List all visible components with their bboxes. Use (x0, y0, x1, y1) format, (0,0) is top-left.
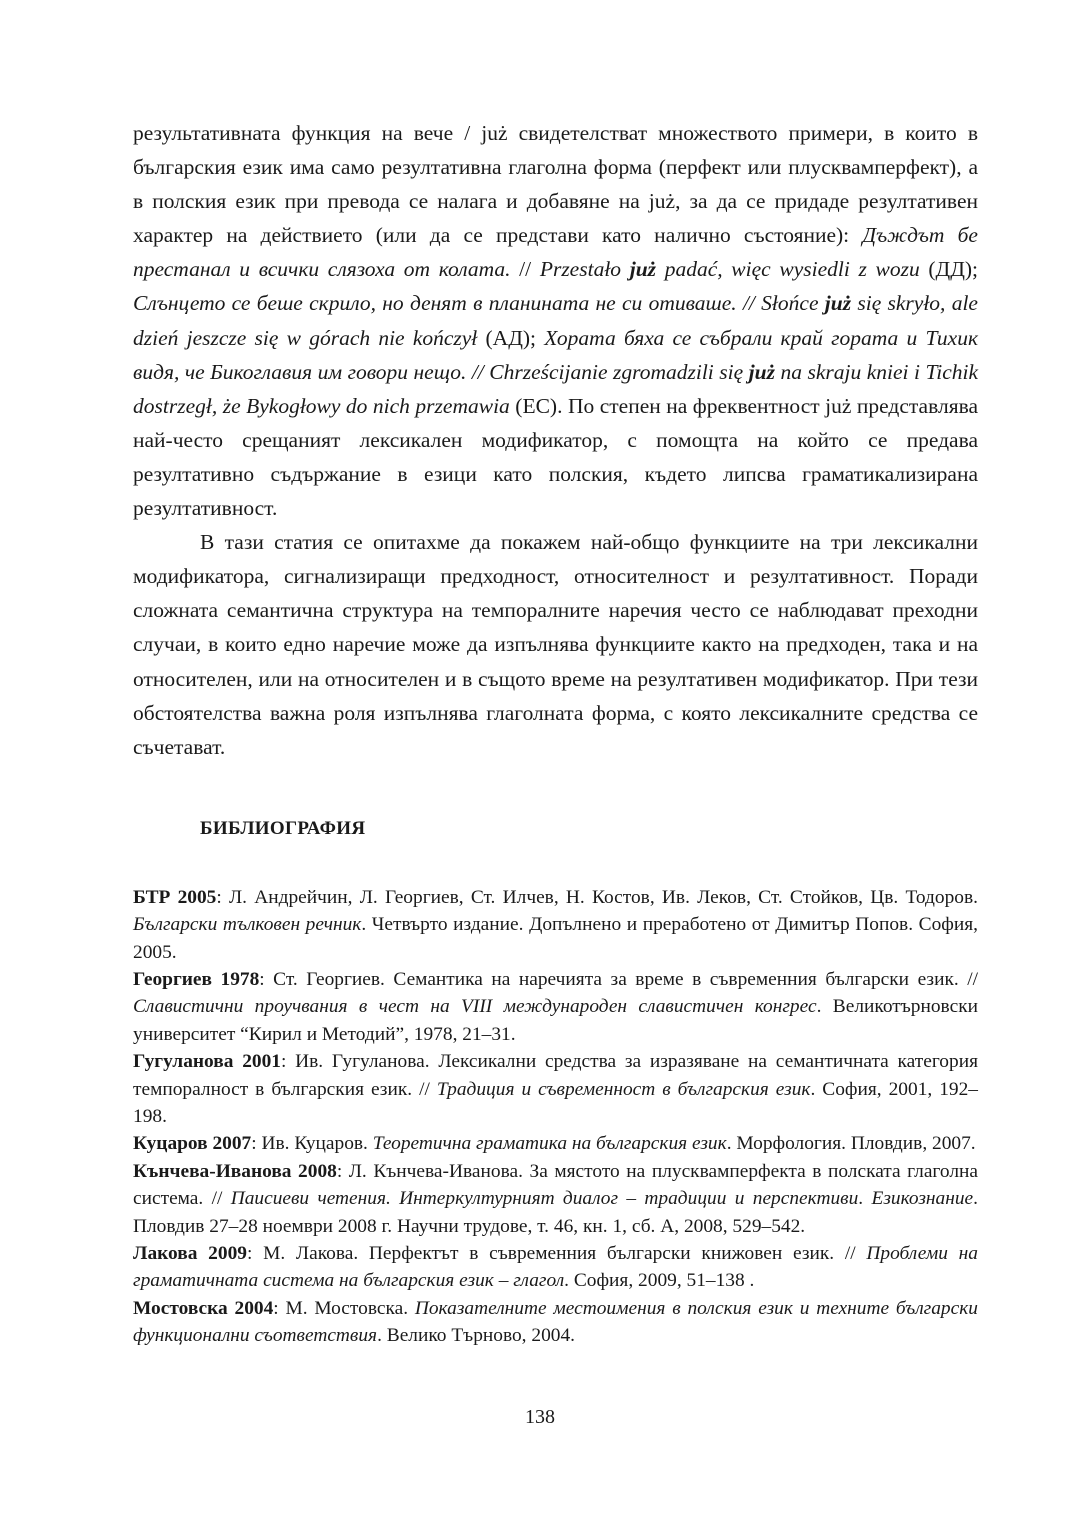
italic-run: Проблеми на граматичната система на българския език – глагол (133, 1243, 978, 1292)
italic-run: Славистични проучвания в чест на VIII международен славистичен конгрес (133, 996, 817, 1018)
bibliography-entry (133, 1158, 978, 1240)
italic-run: się skryło, ale dzień jeszcze się w górach nie kończył (133, 291, 978, 350)
bold-italic-run: już (748, 359, 775, 384)
text-run: результативната функция на вече / już свидетелстват множеството примери, в които в българския език има само резултативна глаголна форма (перфект или плусквамперфект), а в полския език при превода се налага и добавяне на już, за да се придаде резултативен характер на действието (или да се представи като налично състояние): (133, 121, 978, 248)
bibliography-list (133, 884, 978, 1350)
italic-run: Традиция и съвременност в българския език (436, 1078, 811, 1100)
text-run: : М. Мостовска. (273, 1297, 415, 1319)
italic-run: Дъждът бе престанал и всички слязоха от колата. (133, 223, 978, 282)
italic-run: Теоретична граматика на българския език (372, 1133, 727, 1155)
italic-run: padać, więc wysiedli z wozu (656, 257, 920, 282)
italic-run: Przestało (539, 257, 630, 282)
italic-run: Паисиеви четения. Интеркултурният диалог – традиции и перспективи (230, 1188, 859, 1210)
text-run: . София, 2001, 192–198. (133, 1078, 978, 1128)
text-run: : Ив. Гугуланова. Лексикални средства за изразяване на семантичната категория темпоралност в българския език. // (133, 1051, 978, 1100)
bibliography-entry (133, 1295, 978, 1350)
text-run: . София, 2009, 51–138 . (564, 1270, 755, 1292)
italic-run: Български тълковен речник (133, 914, 362, 936)
italic-run: Хората бяха се събрали край гората и Тихик видя, че Бикоглавия им говори нещо. // Chrześcijanie zgromadzili się (133, 325, 978, 384)
text-run: . Великотърновски университет “Кирил и Методий”, 1978, 21–31. (133, 996, 978, 1045)
text-run: : Ст. Георгиев. Семантика на наречията за време в съвременния български език. // (259, 969, 978, 990)
text-run: . (858, 1188, 872, 1210)
page-number: 138 (525, 1406, 555, 1428)
page-content (133, 116, 978, 1350)
bold-run: БТР 2005 (133, 886, 217, 908)
bibliography-entry (133, 1240, 978, 1295)
text-run: . Пловдив 27–28 ноември 2008 г. Научни трудове, т. 46, кн. 1, сб. А, 2008, 529–542. (133, 1188, 979, 1237)
bibliography-heading: БИБЛИОГРАФИЯ (200, 817, 366, 839)
bold-italic-run: już (629, 257, 657, 282)
italic-run: na skraju kniei i Tichik dostrzegł, że Bykogłowy do nich przemawia (133, 359, 978, 418)
body-paragraph-2: В тази статия се опитахме да покажем най-общо функциите на три лексикални модификатора, сигнализиращи предходност, относителност и резултативност. Поради сложната семантична структура на темпоралните наречия често се наблюдават преходни случаи, в които едно наречие може да изпълнява функциите както на предходен, така и на относителен, или на относителен и в същото време на резултативен модификатор. При тези обстоятелства важна роля изпълнява глаголната форма, с която лексикалните средства се съчетават. (133, 530, 978, 759)
bold-italic-run: już (824, 291, 852, 316)
bibliography-entry (133, 884, 978, 966)
text-run: . Четвърто издание. Допълнено и преработено от Димитър Попов. София, 2005. (133, 914, 978, 963)
bold-run: Кънчева-Иванова 2008 (133, 1160, 337, 1182)
text-run: : Л. Кънчева-Иванова. За мястото на плусквамперфекта в полската глаголна система. // (133, 1160, 978, 1210)
text-run: . Велико Търново, 2004. (377, 1325, 576, 1347)
text-run: . Морфология. Пловдив, 2007. (726, 1133, 976, 1155)
body-paragraph-1 (133, 116, 978, 525)
bold-run: Георгиев 1978 (133, 969, 260, 990)
bold-run: Мостовска 2004 (133, 1297, 274, 1319)
text-run: (ДД); (919, 257, 979, 282)
text-run: (ЕС). По степен на фреквентност już представлява най-често срещаният лексикален модификатор, с помощта на който се предава резултативно съдържание в езици като полския, където липсва граматикализирана резултативност. (133, 393, 978, 521)
bibliography-entry (133, 1130, 978, 1157)
text-run: : М. Лакова. Перфектът в съвременния български книжовен език. // (246, 1243, 867, 1265)
italic-run: Слънцето се беше скрило, но денят в планината не си отиваше. // Słońce (133, 291, 825, 316)
text-run: : Л. Андрейчин, Л. Георгиев, Ст. Илчев, Н. Костов, Ив. Леков, Ст. Стойков, Цв. Тодоров. (216, 886, 978, 908)
bold-run: Лакова 2009 (133, 1243, 247, 1265)
bold-run: Куцаров 2007 (133, 1133, 252, 1155)
bibliography-entry (133, 966, 978, 1048)
italic-run: Показателните местоимения в полския език и техните български функционални съответствия (133, 1297, 978, 1347)
text-run: (АД); (477, 325, 545, 350)
bibliography-entry (133, 1048, 978, 1130)
text-run: : Ив. Куцаров. (251, 1133, 373, 1155)
italic-run: Езикознание (871, 1188, 974, 1210)
bold-run: Гугуланова 2001 (133, 1051, 281, 1073)
text-run: // (510, 257, 540, 282)
